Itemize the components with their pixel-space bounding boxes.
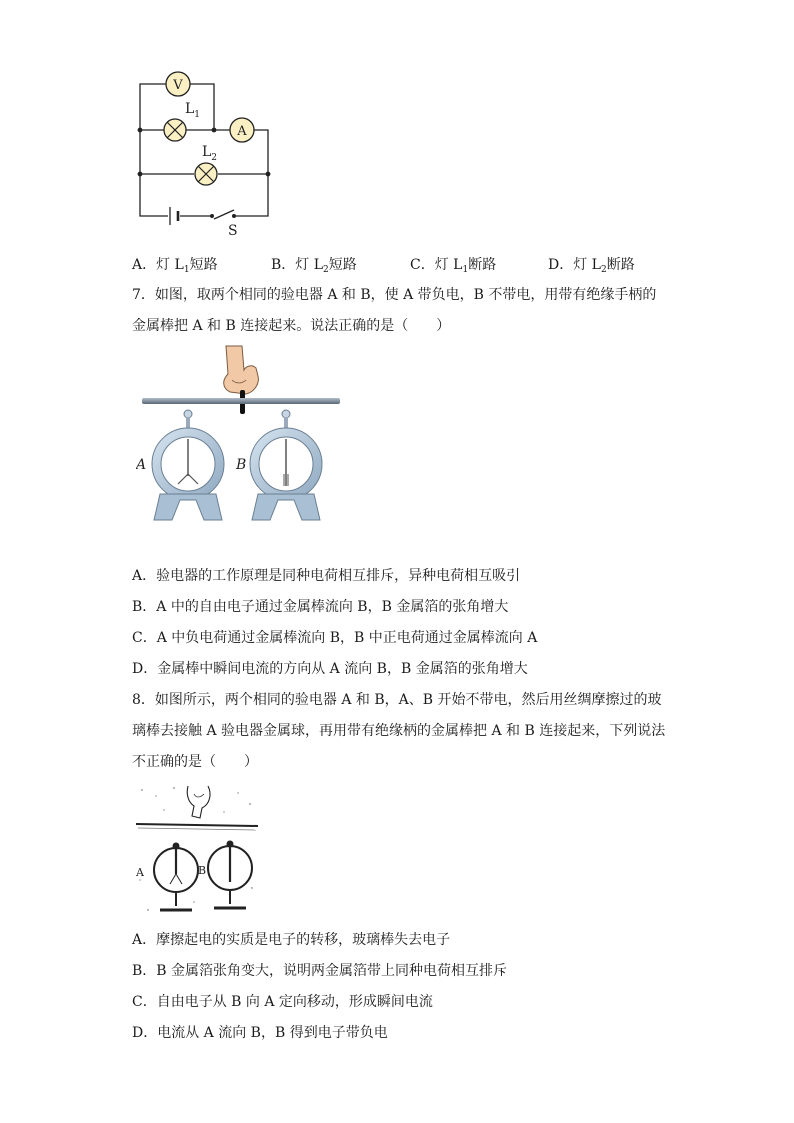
svg-text:A: A [237,124,247,139]
lamp-l1-label: $L_1$ [185,101,201,120]
q6-option-c: C．灯 $L_1$断路 [410,257,497,275]
lamp-l2-symbol [195,163,217,185]
lamp-l2-label: $L_2$ [202,144,218,163]
q7-option-d: D．金属棒中瞬间电流的方向从 A 流向 B，B 金属箔的张角增大 [132,661,528,677]
q7-stem-line1: 7．如图，取两个相同的验电器 A 和 B，使 A 带负电，B 不带电，用带有绝缘手柄的 [132,287,657,303]
q8-option-d: D．电流从 A 流向 B，B 得到电子带负电 [132,1025,388,1041]
lamp-l1-symbol [164,119,186,141]
q8-option-b: B．B 金属箔张角变大，说明两金属箔带上同种电荷相互排斥 [132,963,508,979]
electroscope-a-icon [152,410,224,520]
q6-option-d: D．灯 $L_2$断路 [548,257,635,275]
q7-electroscope-figure [136,344,346,524]
q6-option-a: A．灯 $L_1$短路 [132,257,218,275]
switch-label: S [228,223,238,239]
q8-stem-line2: 璃棒去接触 A 验电器金属球，再用带有绝缘柄的金属棒把 A 和 B 连接起来，下列说法 [132,723,666,739]
q8-option-a: A．摩擦起电的实质是电子的转移，玻璃棒失去电子 [132,932,451,948]
q7-stem-line2: 金属棒把 A 和 B 连接起来。说法正确的是（ ） [132,318,451,334]
ammeter-symbol [230,118,254,142]
q8-label-b: B [198,864,207,877]
q8-label-a: A [136,866,144,879]
q8-option-c: C．自由电子从 B 向 A 定向移动，形成瞬间电流 [132,994,433,1010]
q7-label-a: A [136,457,147,473]
svg-text:V: V [173,78,183,93]
electroscope-b-icon [250,410,322,520]
q7-option-a: A．验电器的工作原理是同种电荷相互排斥，异种电荷相互吸引 [132,568,521,584]
metal-rod [142,398,340,404]
voltmeter-symbol [166,72,190,96]
q7-option-b: B．A 中的自由电子通过金属棒流向 B，B 金属箔的张角增大 [132,599,509,615]
q6-option-b: B．灯 $L_2$短路 [271,257,357,275]
q8-stem-line1: 8．如图所示，两个相同的验电器 A 和 B，A、B 开始不带电，然后用丝绸摩擦过的玻 [132,692,662,708]
q8-electroscope-figure [134,784,260,916]
q8-stem-line3: 不正确的是（ ） [132,754,258,770]
q7-label-b: B [236,457,247,473]
circuit-diagram [128,68,278,240]
q7-option-c: C．A 中负电荷通过金属棒流向 B，B 中正电荷通过金属棒流向 A [132,630,538,646]
